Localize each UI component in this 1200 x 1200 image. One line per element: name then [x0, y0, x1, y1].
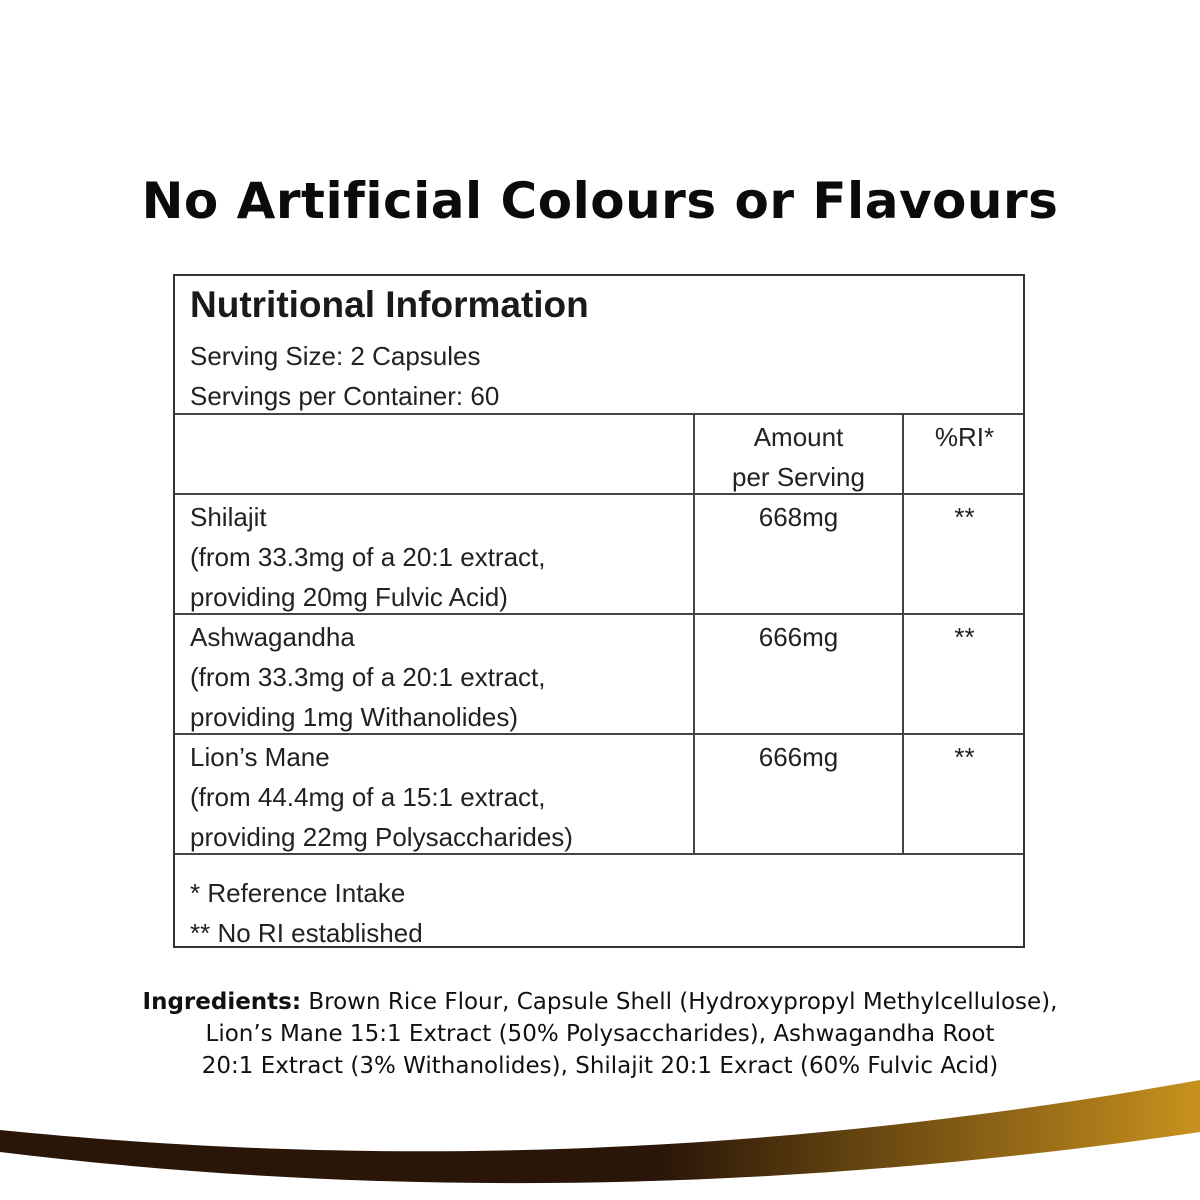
ingredients-line: Lion’s Mane 15:1 Extract (50% Polysaccharides), Ashwagandha Root: [205, 1021, 995, 1047]
ingredients-label: Ingredients:: [142, 989, 302, 1015]
row-amount: 668mg: [758, 502, 839, 532]
amount-header-line1: Amount: [753, 422, 844, 452]
row-ri: **: [954, 622, 975, 652]
footnote-no-ri: ** No RI established: [190, 918, 423, 948]
serving-size: Serving Size: 2 Capsules: [190, 341, 481, 371]
amount-header-line2: per Serving: [732, 462, 865, 492]
row-detail: providing 22mg Polysaccharides): [190, 822, 573, 852]
row-amount: 666mg: [758, 622, 839, 652]
ingredients-line: [60, 986, 1140, 1018]
servings-per-container: Servings per Container: 60: [190, 381, 500, 411]
row-name: Ashwagandha: [190, 622, 355, 652]
nutrition-panel: [173, 274, 1025, 948]
divider: [175, 413, 1023, 415]
row-detail: (from 44.4mg of a 15:1 extract,: [190, 782, 546, 812]
row-ri: **: [954, 742, 975, 772]
ingredients-text: Brown Rice Flour, Capsule Shell (Hydroxypropyl Methylcellulose),: [301, 989, 1058, 1015]
row-detail: (from 33.3mg of a 20:1 extract,: [190, 662, 546, 692]
row-amount: 666mg: [758, 742, 839, 772]
row-detail: (from 33.3mg of a 20:1 extract,: [190, 542, 546, 572]
headline: No Artificial Colours or Flavours: [141, 172, 1059, 230]
ri-header: %RI*: [934, 422, 995, 452]
row-detail: providing 1mg Withanolides): [190, 702, 519, 732]
row-detail: providing 20mg Fulvic Acid): [190, 582, 508, 612]
row-name: Shilajit: [190, 502, 267, 532]
ingredients-line: 20:1 Extract (3% Withanolides), Shilajit 20:1 Exract (60% Fulvic Acid): [201, 1053, 999, 1079]
row-name: Lion’s Mane: [190, 742, 330, 772]
decorative-swoosh: [0, 1060, 1200, 1200]
panel-title: Nutritional Information: [190, 284, 589, 325]
footnote-ri: * Reference Intake: [190, 878, 406, 908]
row-ri: **: [954, 502, 975, 532]
